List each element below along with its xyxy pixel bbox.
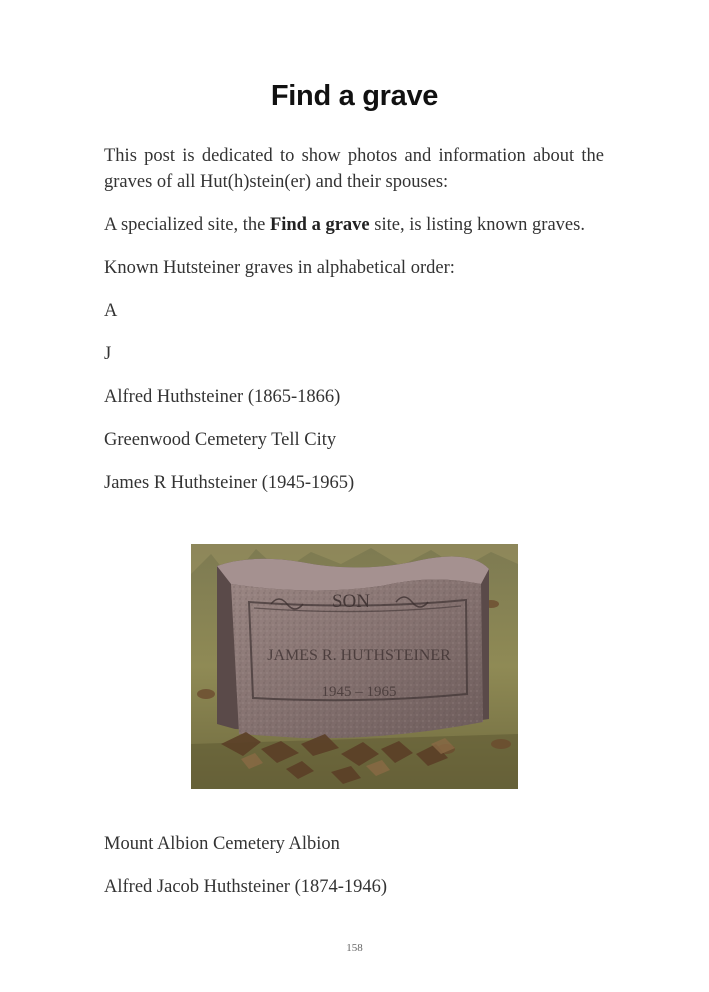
specialized-site-paragraph <box>104 212 604 238</box>
find-a-grave-bold: Find a grave <box>269 215 370 235</box>
list-heading: Known Hutsteiner graves in alphabetical order: <box>104 258 455 278</box>
specialized-prefix: A specialized site, the <box>104 215 270 235</box>
stone-inscription-dates: 1945 – 1965 <box>321 684 397 700</box>
cemetery-mount-albion: Mount Albion Cemetery Albion <box>104 834 340 854</box>
grave-entry-alfred-jacob: Alfred Jacob Huthsteiner (1874-1946) <box>104 877 388 897</box>
letter-j-heading: J <box>104 344 112 364</box>
page-number: 158 <box>346 942 363 954</box>
specialized-suffix: site, is listing known graves. <box>369 215 585 235</box>
page-title: Find a grave <box>270 80 439 112</box>
stone-inscription-son: SON <box>331 591 371 612</box>
grave-entry-james: James R Huthsteiner (1945-1965) <box>104 473 355 493</box>
bottom-content <box>104 831 604 917</box>
intro-paragraph: This post is dedicated to show photos and information about the graves of all Hut(h)stein(er) and their spouses: <box>104 146 604 192</box>
gravestone-photo <box>191 544 518 789</box>
cemetery-greenwood: Greenwood Cemetery Tell City <box>104 430 337 450</box>
grave-entry-alfred: Alfred Huthsteiner (1865-1866) <box>104 387 341 407</box>
stone-inscription-name: JAMES R. HUTHSTEINER <box>267 647 451 664</box>
letter-a-heading: A <box>104 301 118 321</box>
main-content <box>104 143 604 513</box>
